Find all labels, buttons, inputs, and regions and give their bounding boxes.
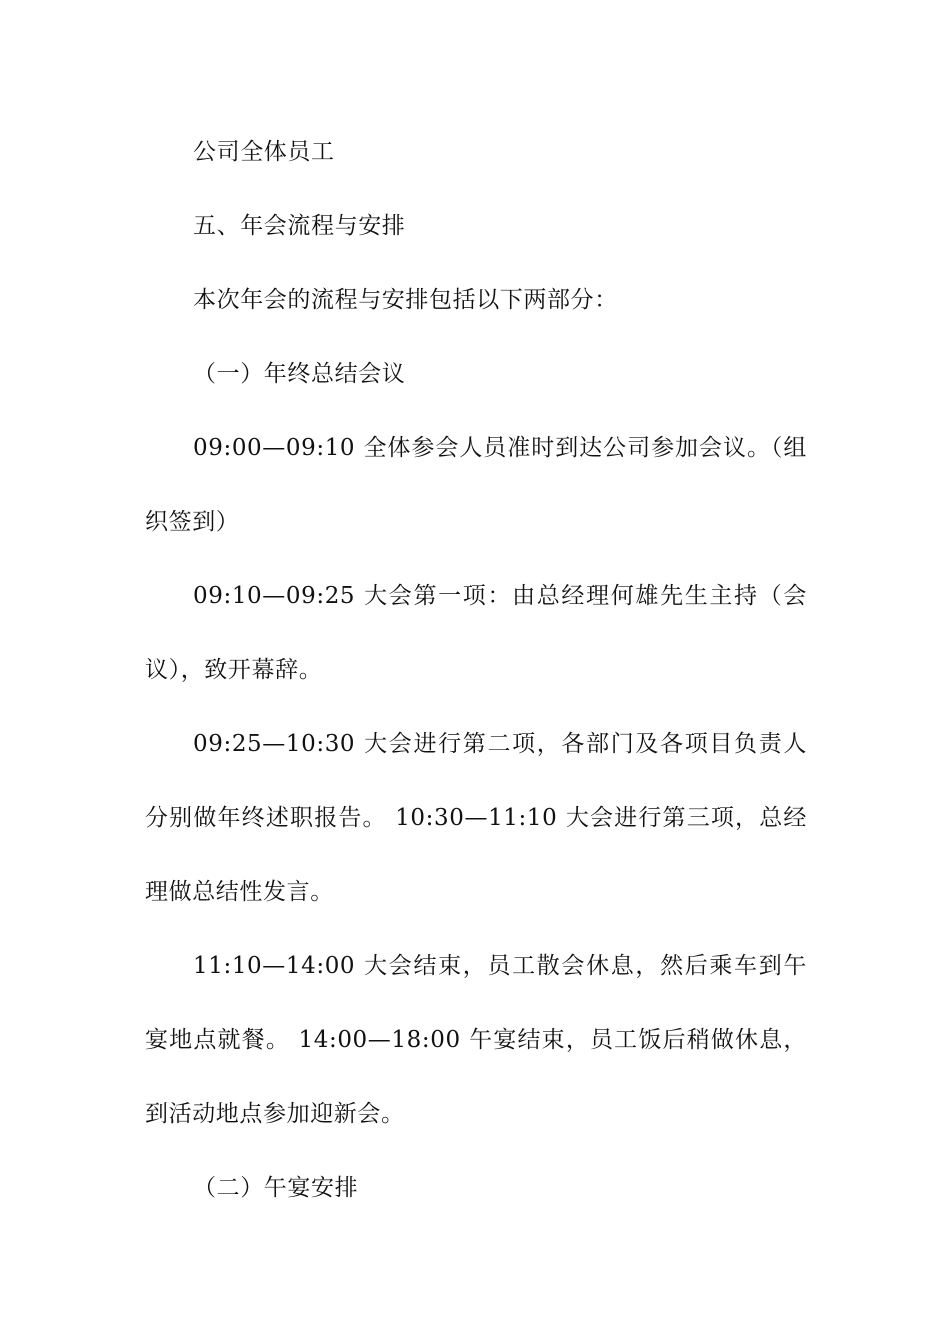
subheading-lunch-arrangement: （二）午宴安排 <box>193 1175 359 1201</box>
paragraph-schedule-reports: 09:25—10:30 大会进行第二项，各部门及各项目负责人分别做年终述职报告。 10:30—11:10 大会进行第三项，总经理做总结性发言。 <box>145 731 807 905</box>
paragraph-schedule-checkin: 09:00—09:10 全体参会人员准时到达公司参加会议。（组织签到） <box>145 435 807 535</box>
section-heading-flow: 五、年会流程与安排 <box>193 213 406 239</box>
paragraph-intro: 本次年会的流程与安排包括以下两部分： <box>193 287 618 313</box>
paragraph-schedule-lunch: 11:10—14:00 大会结束，员工散会休息，然后乘车到午宴地点就餐。 14:00—18:00 午宴结束，员工饭后稍做休息，到活动地点参加迎新会。 <box>145 953 807 1127</box>
paragraph-attendees: 公司全体员工 <box>193 139 335 165</box>
subheading-summary-meeting: （一）年终总结会议 <box>193 361 406 387</box>
paragraph-schedule-opening: 09:10—09:25 大会第一项：由总经理何雄先生主持（会议），致开幕辞。 <box>145 583 807 683</box>
